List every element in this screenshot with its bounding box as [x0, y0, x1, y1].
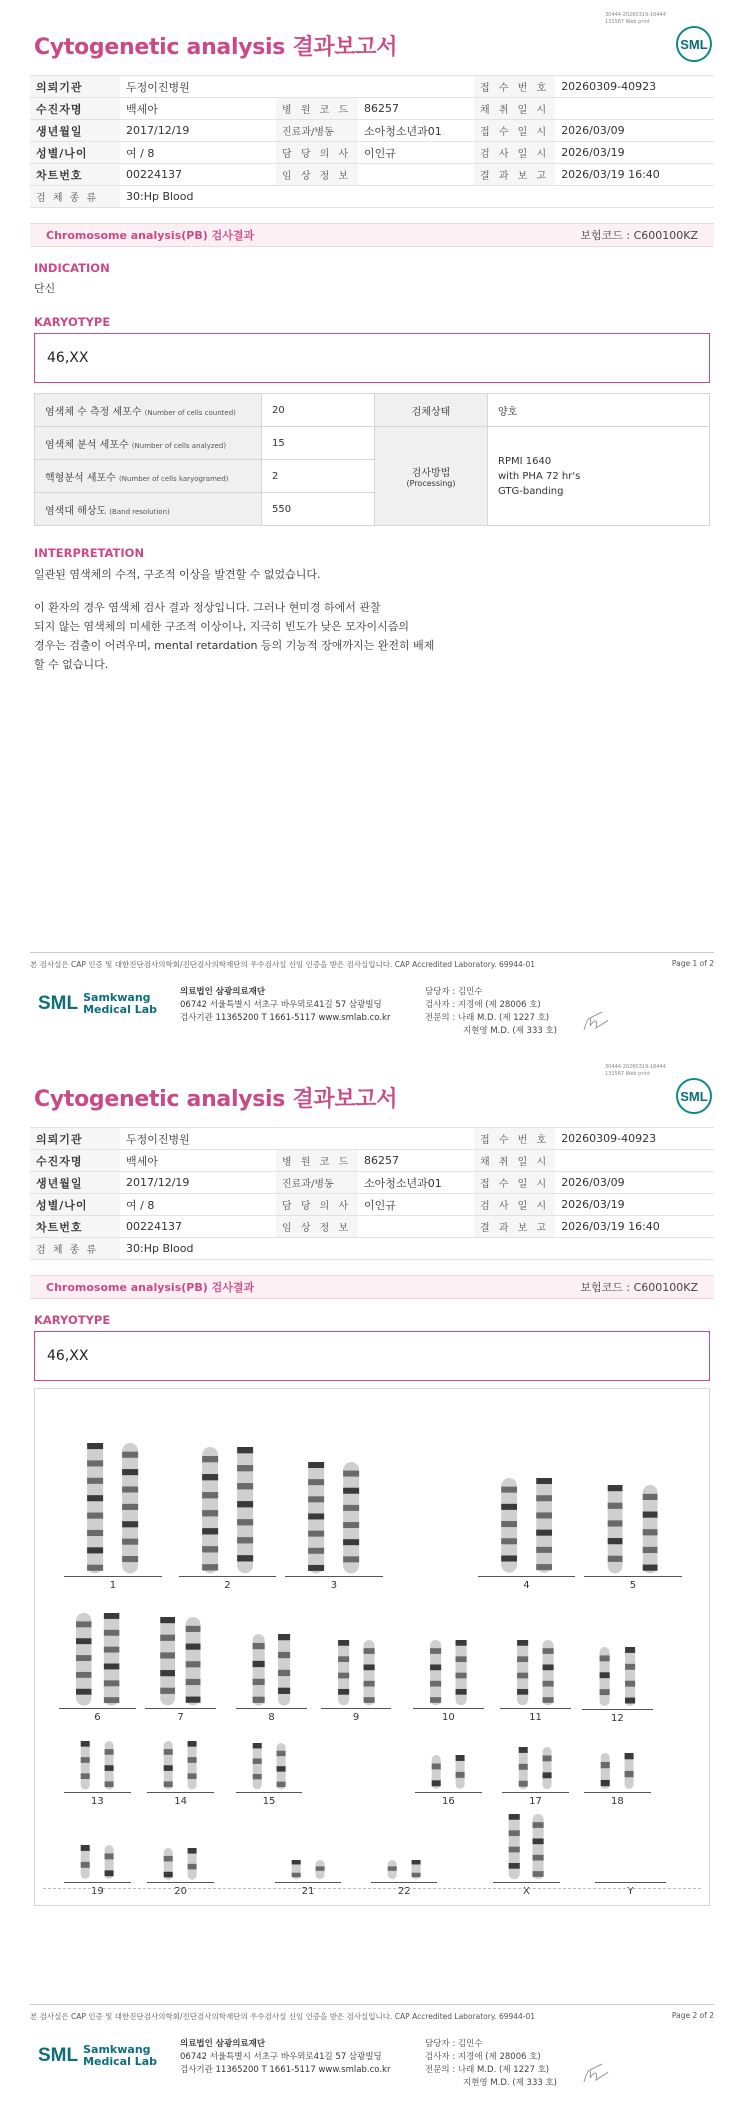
chromosome-label: 10	[442, 1712, 455, 1724]
chromosome-label: 5	[629, 1579, 637, 1591]
chromosome-pair-2	[179, 1445, 276, 1595]
status-label: 검체상태	[375, 394, 488, 427]
karyotype-result: 46,XX	[34, 1331, 710, 1381]
indication-heading: INDICATION	[34, 261, 110, 275]
interpretation-line-4: 경우는 검출이 어려우며, mental retardation 등의 기능적 장애까지는 완전히 배제	[34, 639, 435, 652]
chromosome-label: 19	[91, 1886, 104, 1898]
cells-analyzed-value: 15	[262, 427, 375, 460]
specimen-value: 30:Hp Blood	[120, 186, 714, 208]
physician-label: 담 당 의 사	[276, 142, 358, 164]
institution-value: 두정이진병원	[120, 1128, 474, 1150]
chromosome-pair-1	[64, 1441, 161, 1595]
name-label: 수진자명	[30, 98, 120, 120]
chromosome-pair-12	[582, 1645, 653, 1728]
chromosome-pair-8	[236, 1632, 307, 1728]
signature	[580, 2062, 610, 2086]
print-stamp: 30444-20260319-16444 131567 Web print	[605, 1064, 666, 1077]
collection-value	[555, 98, 714, 120]
chromosome-pair-13	[64, 1739, 130, 1812]
chromosome-pair-7	[145, 1615, 216, 1727]
karyotype-result: 46,XX	[34, 333, 710, 383]
band-resolution-value: 550	[262, 493, 375, 526]
reported-value: 2026/03/19 16:40	[555, 164, 714, 186]
method-value: RPMI 1640 with PHA 72 hr's GTG-banding	[488, 427, 710, 526]
signature	[580, 1010, 610, 1034]
chromosome-pair-20	[147, 1846, 213, 1902]
chromosome-label: 2	[224, 1579, 231, 1591]
name-value: 백세아	[120, 98, 276, 120]
result-band	[30, 1275, 714, 1299]
dob-label: 생년월일	[30, 1172, 120, 1194]
physician-label: 담 당 의 사	[276, 1194, 358, 1216]
chromosome-label: 9	[352, 1712, 360, 1724]
certification-text: 본 검사실은 CAP 인증 및 대한진단검사의학회/진단검사의학재단의 우수검사실 신임 인증을 받은 검사실입니다. CAP Accredited Laboratory. 69944-01	[30, 2012, 536, 2021]
certification-text: 본 검사실은 CAP 인증 및 대한진단검사의학회/진단검사의학재단의 우수검사실 신임 인증을 받은 검사실입니다. CAP Accredited Laboratory. 69944-01	[30, 960, 536, 969]
chart-value: 00224137	[120, 1216, 276, 1238]
specimen-label: 검 체 종 류	[30, 186, 120, 208]
tested-value: 2026/03/19	[555, 142, 714, 164]
tested-label: 검 사 일 시	[474, 1194, 555, 1216]
sex-age-value: 여 / 8	[120, 1194, 276, 1216]
sml-logo: SML	[676, 1078, 712, 1114]
chromosome-label: 8	[268, 1712, 275, 1724]
report-title: Cytogenetic analysis 결과보고서	[34, 35, 398, 60]
status-value: 양호	[488, 394, 710, 427]
chromosome-label: 14	[174, 1796, 187, 1808]
sex-age-label: 성별/나이	[30, 142, 120, 164]
reported-label: 결 과 보 고	[474, 164, 555, 186]
specimen-value: 30:Hp Blood	[120, 1238, 714, 1260]
chromosome-label: 6	[94, 1712, 101, 1724]
cells-karyogramed-value: 2	[262, 460, 375, 493]
clinical-label: 임 상 정 보	[276, 164, 358, 186]
hospital-code-label: 병 원 코 드	[276, 1150, 358, 1172]
footer	[30, 952, 714, 1036]
chromosome-pair-6	[59, 1611, 136, 1728]
cell-count-table	[34, 393, 710, 526]
interpretation-line-3: 되지 않는 염색체의 미세한 구조적 이상이나, 지극히 빈도가 낮은 모자이시즘의	[34, 620, 409, 633]
specimen-label: 검 체 종 류	[30, 1238, 120, 1260]
received-label: 접 수 일 시	[474, 120, 555, 142]
chromosome-pair-17	[502, 1745, 568, 1811]
dept-label: 진료과/병동	[276, 1172, 358, 1194]
chromosome-pair-3	[285, 1460, 382, 1596]
indication-text: 단신	[34, 282, 56, 295]
lab-staff: 담당자 : 김민수 검사자 : 지경애 (제 28006 호) 전문의 : 나래 M.D. (제 1227 호) 지현영 M.D. (제 333 호)	[425, 2039, 558, 2088]
chromosome-label: 22	[397, 1886, 411, 1898]
name-value: 백세아	[120, 1150, 276, 1172]
chromosome-label: 18	[611, 1796, 624, 1808]
karyotype-heading: KARYOTYPE	[34, 1313, 111, 1327]
reported-value: 2026/03/19 16:40	[555, 1216, 714, 1238]
chromosome-pair-10	[413, 1638, 484, 1727]
chromosome-label: 3	[330, 1580, 338, 1591]
page-number: Page 2 of 2	[671, 2011, 714, 2020]
collection-label: 채 취 일 시	[474, 1150, 555, 1172]
physician-value: 이인규	[358, 1194, 474, 1216]
collection-label: 채 취 일 시	[474, 98, 555, 120]
dept-value: 소아청소년과01	[358, 1172, 474, 1194]
karyogram-image	[34, 1388, 710, 1906]
karyogram-divider	[43, 1888, 701, 1889]
chart-value: 00224137	[120, 164, 276, 186]
chromosome-label: 21	[301, 1886, 315, 1898]
chromosome-pair-Y	[595, 1881, 666, 1901]
chromosome-pair-15	[236, 1741, 302, 1811]
sex-age-value: 여 / 8	[120, 142, 276, 164]
dept-value: 소아청소년과01	[358, 120, 474, 142]
clinical-value	[358, 164, 474, 186]
accession-label: 접 수 번 호	[474, 1128, 555, 1150]
received-label: 접 수 일 시	[474, 1172, 555, 1194]
received-value: 2026/03/09	[555, 120, 714, 142]
chromosome-label: X	[522, 1886, 530, 1898]
print-stamp: 30444-20260319-16444 131567 Web print	[605, 12, 666, 25]
chromosome-label: 4	[523, 1579, 530, 1591]
dob-label: 생년월일	[30, 120, 120, 142]
chromosome-pair-21	[275, 1858, 341, 1901]
dob-value: 2017/12/19	[120, 1172, 276, 1194]
dept-label: 진료과/병동	[276, 120, 358, 142]
chromosome-label: 11	[529, 1712, 542, 1724]
page-number: Page 1 of 2	[671, 959, 714, 968]
chromosome-pair-18	[584, 1751, 650, 1811]
patient-info-table	[30, 1127, 714, 1260]
chromosome-pair-14	[147, 1739, 213, 1812]
reported-label: 결 과 보 고	[474, 1216, 555, 1238]
accession-value: 20260309-40923	[555, 1128, 714, 1150]
interpretation-line-1: 일관된 염색체의 수적, 구조적 이상을 발견할 수 없었습니다.	[34, 568, 321, 581]
insurance-code: 보험코드 : C600100KZ	[580, 229, 698, 242]
name-label: 수진자명	[30, 1150, 120, 1172]
interpretation-line-2: 이 환자의 경우 염색체 검사 결과 정상입니다. 그러나 현미경 하에서 관찰	[34, 601, 381, 614]
tested-value: 2026/03/19	[555, 1194, 714, 1216]
chromosome-pair-5	[584, 1483, 681, 1595]
band-resolution-label: 염색대 해상도 (Band resolution)	[35, 493, 262, 526]
chromosome-pair-16	[415, 1753, 481, 1811]
samkwang-logo: SML Samkwang Medical Lab	[38, 2043, 158, 2068]
report-title: Cytogenetic analysis 결과보고서	[34, 1087, 398, 1112]
cells-counted-label: 염색체 수 측정 세포수 (Number of cells counted)	[35, 394, 262, 427]
sex-age-label: 성별/나이	[30, 1194, 120, 1216]
tested-label: 검 사 일 시	[474, 142, 555, 164]
sml-logo: SML	[676, 26, 712, 62]
hospital-code-label: 병 원 코 드	[276, 98, 358, 120]
insurance-code: 보험코드 : C600100KZ	[580, 1281, 698, 1294]
hospital-code-value: 86257	[358, 1150, 474, 1172]
accession-label: 접 수 번 호	[474, 76, 555, 98]
chromosome-label: 20	[174, 1886, 187, 1898]
clinical-label: 임 상 정 보	[276, 1216, 358, 1238]
chromosome-pair-19	[64, 1843, 130, 1901]
footer	[30, 2004, 714, 2088]
chromosome-label: Y	[627, 1886, 634, 1898]
lab-address: 의료법인 삼광의료재단 06742 서울특별시 서초구 바우뫼로41길 57 삼광빌딩 검사기관 11365200 T 1661-5117 www.smlab.co.kr	[180, 2039, 391, 2075]
institution-value: 두정이진병원	[120, 76, 474, 98]
karyotype-heading: KARYOTYPE	[34, 315, 111, 329]
clinical-value	[358, 1216, 474, 1238]
collection-value	[555, 1150, 714, 1172]
patient-info-table	[30, 75, 714, 208]
chromosome-label: 1	[109, 1579, 117, 1591]
chromosome-label: 15	[262, 1796, 276, 1808]
chromosome-label: 13	[91, 1796, 104, 1808]
interpretation-line-5: 할 수 없습니다.	[34, 658, 109, 671]
chart-label: 차트번호	[30, 1216, 120, 1238]
result-band-title: Chromosome analysis(PB) 검사결과	[46, 1281, 255, 1294]
samkwang-logo: SML Samkwang Medical Lab	[38, 991, 158, 1016]
cells-counted-value: 20	[262, 394, 375, 427]
chromosome-pair-11	[500, 1638, 571, 1727]
result-band	[30, 223, 714, 247]
result-band-title: Chromosome analysis(PB) 검사결과	[46, 229, 255, 242]
chromosome-label: 16	[442, 1796, 455, 1808]
institution-label: 의뢰기관	[30, 76, 120, 98]
received-value: 2026/03/09	[555, 1172, 714, 1194]
chromosome-label: 17	[529, 1796, 542, 1808]
interpretation-heading: INTERPRETATION	[34, 546, 145, 560]
chart-label: 차트번호	[30, 164, 120, 186]
hospital-code-value: 86257	[358, 98, 474, 120]
physician-value: 이인규	[358, 142, 474, 164]
lab-staff: 담당자 : 김민수 검사자 : 지경애 (제 28006 호) 전문의 : 나래 M.D. (제 1227 호) 지현영 M.D. (제 333 호)	[425, 987, 558, 1036]
dob-value: 2017/12/19	[120, 120, 276, 142]
method-label: 검사방법 (Processing)	[375, 427, 488, 526]
chromosome-label: 7	[177, 1712, 184, 1724]
chromosome-pair-4	[478, 1476, 575, 1595]
cells-karyogramed-label: 핵형분석 세포수 (Number of cells karyogramed)	[35, 460, 262, 493]
institution-label: 의뢰기관	[30, 1128, 120, 1150]
chromosome-pair-9	[321, 1638, 392, 1727]
chromosome-label: 12	[611, 1712, 624, 1724]
cells-analyzed-label: 염색체 분석 세포수 (Number of cells analyzed)	[35, 427, 262, 460]
accession-value: 20260309-40923	[555, 76, 714, 98]
chromosome-pair-22	[371, 1858, 437, 1901]
lab-address: 의료법인 삼광의료재단 06742 서울특별시 서초구 바우뫼로41길 57 삼광빌딩 검사기관 11365200 T 1661-5117 www.smlab.co.kr	[180, 987, 391, 1023]
